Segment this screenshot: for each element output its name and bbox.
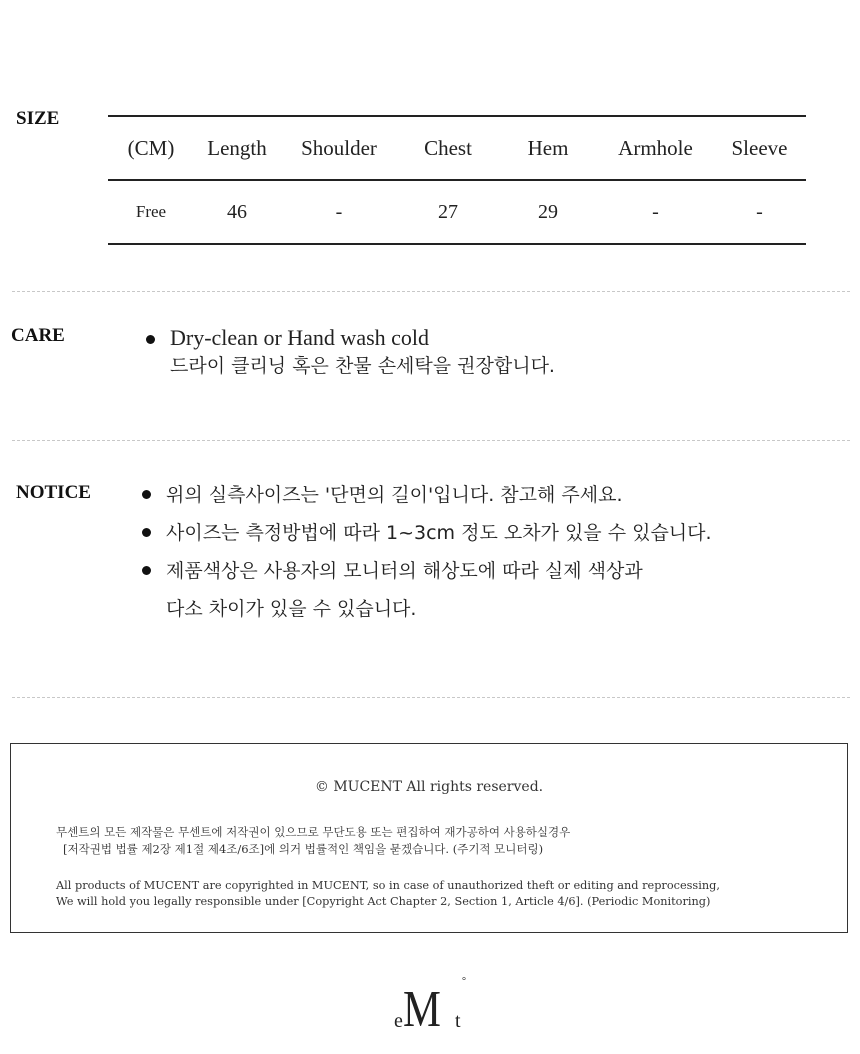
brand-logo <box>394 976 474 1040</box>
size-label: SIZE <box>16 108 60 129</box>
column-header-armhole: Armhole <box>598 116 713 180</box>
notice-text: 제품색상은 사용자의 모니터의 해상도에 따라 실제 색상과 <box>166 560 643 582</box>
logo-letter-t: t <box>455 1010 461 1032</box>
armhole-cell: - <box>598 180 713 244</box>
bullet-icon <box>142 566 151 575</box>
column-header-shoulder: Shoulder <box>280 116 398 180</box>
notice-label: NOTICE <box>16 482 91 503</box>
list-item <box>140 556 712 594</box>
chest-cell: 27 <box>398 180 498 244</box>
size-table-header-row <box>108 116 806 180</box>
list-item-continuation <box>140 594 712 632</box>
bullet-icon <box>142 528 151 537</box>
copyright-notice-box <box>10 743 848 933</box>
table-row <box>108 180 806 244</box>
notice-text: 다소 차이가 있을 수 있습니다. <box>166 598 417 620</box>
logo-letter-m: M <box>403 981 441 1038</box>
notice-text: 사이즈는 측정방법에 따라 1~3cm 정도 오차가 있을 수 있습니다. <box>166 522 712 544</box>
notice-text: 위의 실측사이즈는 '단면의 길이'입니다. 참고해 주세요. <box>166 484 623 506</box>
list-item <box>140 518 712 556</box>
column-header-hem: Hem <box>498 116 598 180</box>
list-item <box>140 480 712 518</box>
column-header-length: Length <box>194 116 280 180</box>
copyright-korean-line-1: 무센트의 모든 제작물은 무센트에 저작권이 있으므로 무단도용 또는 편집하여 재가공하여 사용하실경우 <box>56 825 571 839</box>
copyright-title: © MUCENT All rights reserved. <box>314 779 544 795</box>
section-divider <box>12 697 850 698</box>
care-korean-text: 드라이 클리닝 혹은 찬물 손세탁을 권장합니다. <box>170 355 555 377</box>
column-header-sleeve: Sleeve <box>713 116 806 180</box>
sleeve-cell: - <box>713 180 806 244</box>
care-label: CARE <box>11 325 65 346</box>
copyright-korean-line-2: [저작권법 법률 제2장 제1절 제4조/6조]에 의거 법률적인 책임을 묻겠습니다. (주기적 모니터링) <box>63 842 544 856</box>
shoulder-cell: - <box>280 180 398 244</box>
copyright-english-line-1: All products of MUCENT are copyrighted in MUCENT, so in case of unauthorized theft or editing and reprocessing, <box>56 879 720 892</box>
column-header-unit: (CM) <box>108 116 194 180</box>
size-name-cell: Free <box>108 180 194 244</box>
section-divider <box>12 440 850 441</box>
bullet-icon <box>146 335 155 344</box>
section-divider <box>12 291 850 292</box>
care-english-text: Dry-clean or Hand wash cold <box>170 325 430 350</box>
list-item <box>144 324 555 380</box>
care-list <box>144 324 555 380</box>
column-header-chest: Chest <box>398 116 498 180</box>
length-cell: 46 <box>194 180 280 244</box>
logo-letter-e: e <box>394 1010 403 1032</box>
copyright-english-line-2: We will hold you legally responsible under [Copyright Act Chapter 2, Section 1, Article 4/6]. (Periodic Monitoring) <box>56 895 711 908</box>
size-table <box>108 115 806 245</box>
hem-cell: 29 <box>498 180 598 244</box>
notice-list <box>140 480 712 632</box>
bullet-icon <box>142 490 151 499</box>
logo-dot: ° <box>462 976 466 987</box>
